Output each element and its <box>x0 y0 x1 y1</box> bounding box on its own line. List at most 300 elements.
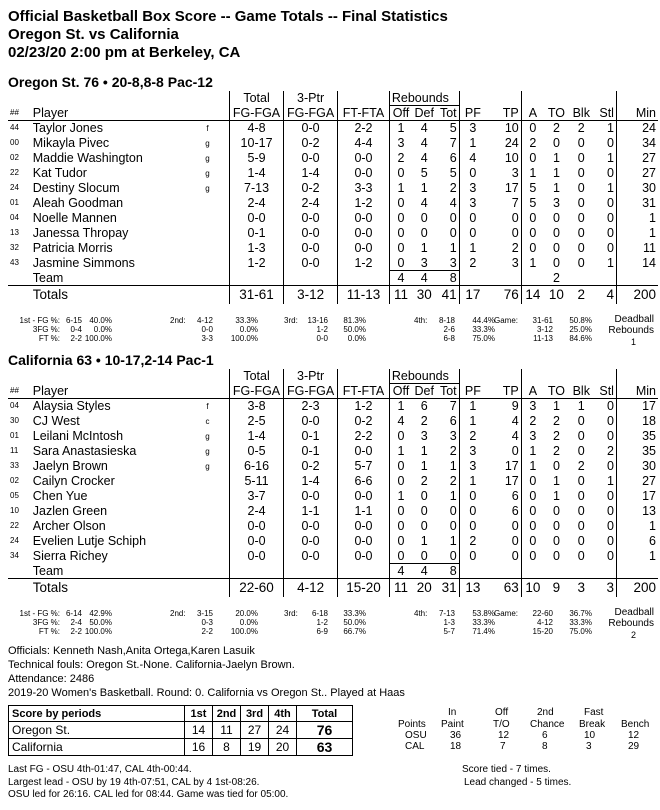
player-name: Cailyn Crocker <box>32 474 115 488</box>
misc-team: OSU <box>405 730 427 741</box>
player-pos <box>186 504 229 519</box>
player-tot: 1 <box>436 459 459 474</box>
player-def: 1 <box>420 181 428 195</box>
player-tp: 10 <box>486 151 521 166</box>
player-ft: 2-2 <box>338 121 390 136</box>
player-pos <box>186 549 229 564</box>
player-tp: 2 <box>486 241 521 256</box>
totals-row <box>8 286 658 304</box>
player-pf: 0 <box>469 489 477 503</box>
player-pf: 0 <box>469 504 477 518</box>
total-fg3: 3-12 <box>284 286 338 304</box>
period-score: 14 <box>185 722 213 739</box>
player-num: 04 <box>10 401 19 411</box>
player-min: 27 <box>642 474 656 488</box>
player-num: 10 <box>10 506 19 515</box>
player-num: 22 <box>10 521 19 530</box>
player-row <box>8 459 658 474</box>
player-fg: 1-4 <box>230 429 284 444</box>
matchup-title: Oregon St. vs California <box>8 26 179 43</box>
player-tp: 7 <box>486 196 521 211</box>
pct-value: 36.7% <box>569 609 592 618</box>
pct-value: 0.0% <box>347 334 366 343</box>
team-heading-california: California 63 • 10-17,2-14 Pac-1 <box>8 352 214 368</box>
player-pos: f <box>186 399 229 414</box>
player-off: 0 <box>397 166 405 180</box>
total-min: 200 <box>616 286 658 304</box>
player-def: 0 <box>420 504 428 518</box>
player-a: 0 <box>529 489 537 503</box>
tie-lead-notes <box>462 764 571 789</box>
player-fg: 0-5 <box>230 444 284 459</box>
misc-head-points: Points <box>398 719 426 730</box>
pct-value: 0.0% <box>93 325 112 334</box>
pct-value: 25.0% <box>569 325 592 334</box>
pct-made-attempted: 0-0 <box>316 334 328 343</box>
total-stl: 4 <box>594 286 617 304</box>
player-num: 13 <box>10 228 19 237</box>
player-tp: 6 <box>486 504 521 519</box>
player-fg3: 1-4 <box>284 474 338 489</box>
team-heading-oregon-st: Oregon St. 76 • 20-8,8-8 Pac-12 <box>8 74 213 90</box>
player-fg3: 0-0 <box>284 489 338 504</box>
player-off: 1 <box>397 489 405 503</box>
player-blk: 0 <box>577 549 585 563</box>
header-total: Total <box>230 91 284 106</box>
pct-value: 0.0% <box>239 618 258 627</box>
player-to: 1 <box>552 166 560 180</box>
player-a: 0 <box>529 534 537 548</box>
player-tot: 2 <box>436 181 459 196</box>
player-tot: 2 <box>436 474 459 489</box>
player-a: 5 <box>529 196 537 210</box>
technical-fouls: Technical fouls: Oregon St.-None. California-Jaelyn Brown. <box>8 659 295 671</box>
player-name: Sierra Richey <box>32 549 108 563</box>
blank <box>338 271 390 286</box>
total-pf: 17 <box>459 286 486 304</box>
player-a: 1 <box>529 444 537 458</box>
pct-made-attempted: 3-15 <box>196 609 213 618</box>
pct-period-label: 2nd: <box>170 316 186 325</box>
player-def: 4 <box>420 136 428 150</box>
header-rebounds: Rebounds <box>389 91 459 106</box>
player-fg3: 0-1 <box>284 429 338 444</box>
player-tp: 9 <box>486 399 521 414</box>
player-pf: 3 <box>469 459 477 473</box>
player-off: 0 <box>397 459 405 473</box>
player-fg3: 0-2 <box>284 459 338 474</box>
pct-made-attempted: 22-60 <box>532 609 553 618</box>
player-min: 34 <box>642 136 656 150</box>
player-num: 24 <box>10 183 19 192</box>
player-num: 04 <box>10 213 19 222</box>
total-ft: 15-20 <box>338 579 390 597</box>
player-a: 2 <box>529 414 537 428</box>
misc-value: 10 <box>584 730 596 741</box>
pct-made-attempted: 1-3 <box>443 618 455 627</box>
player-stl: 1 <box>594 181 617 196</box>
header-pf: PF <box>459 384 486 399</box>
blank <box>486 271 521 286</box>
player-min: 31 <box>642 196 656 210</box>
player-pos: g <box>186 459 229 474</box>
player-a: 0 <box>529 504 537 518</box>
misc-head-to: T/O <box>493 719 510 730</box>
deadball-rebounds: 1 <box>630 337 636 347</box>
period-total: 63 <box>297 739 353 756</box>
player-off: 3 <box>397 136 405 150</box>
player-ft: 0-0 <box>338 519 390 534</box>
group-header-row <box>8 91 658 106</box>
player-fg: 0-0 <box>230 534 284 549</box>
header-def: Def <box>412 384 436 399</box>
blank <box>338 91 390 106</box>
player-tot: 0 <box>436 504 459 519</box>
player-def: 0 <box>420 211 428 225</box>
player-def: 6 <box>420 399 428 414</box>
player-tot: 7 <box>436 136 459 151</box>
player-ft: 1-1 <box>338 504 390 519</box>
misc-value: 12 <box>628 730 640 741</box>
player-name: Jazlen Green <box>32 504 108 518</box>
total-blk: 2 <box>569 286 594 304</box>
blank <box>594 564 617 579</box>
pct-made-attempted: 6-8 <box>443 334 455 343</box>
blank <box>8 271 31 286</box>
player-tot: 0 <box>436 226 459 241</box>
total-tot: 31 <box>436 579 459 597</box>
player-fg: 7-13 <box>230 181 284 196</box>
player-to: 0 <box>552 136 560 150</box>
header-stl: Stl <box>594 106 617 121</box>
player-fg3: 0-0 <box>284 211 338 226</box>
player-blk: 2 <box>577 121 585 136</box>
player-min: 6 <box>649 534 656 548</box>
total-tot: 41 <box>436 286 459 304</box>
period-score: 8 <box>213 739 241 756</box>
misc-stats <box>392 707 652 755</box>
blank <box>186 286 229 304</box>
player-stl: 0 <box>594 226 617 241</box>
player-def: 0 <box>420 548 428 563</box>
pct-period-label: 2nd: <box>170 609 186 618</box>
player-num: 05 <box>10 491 19 500</box>
player-to: 0 <box>552 256 560 270</box>
player-stl: 0 <box>594 534 617 549</box>
blank <box>8 286 31 304</box>
player-a: 0 <box>529 474 537 488</box>
blank <box>186 564 229 579</box>
total-tp: 76 <box>486 286 521 304</box>
pct-made-attempted: 2-6 <box>443 325 455 334</box>
player-fg: 5-11 <box>230 474 284 489</box>
player-stl: 0 <box>594 414 617 429</box>
player-to: 0 <box>552 459 560 473</box>
total-ft: 11-13 <box>338 286 390 304</box>
blank <box>338 369 390 384</box>
player-fg3: 0-0 <box>284 534 338 549</box>
player-num: 22 <box>10 168 19 177</box>
header-off: Off <box>389 384 412 399</box>
attendance: Attendance: 2486 <box>8 673 95 685</box>
player-a: 0 <box>529 549 537 563</box>
player-to: 0 <box>552 504 560 518</box>
player-tot: 0 <box>436 519 459 534</box>
team-name: Team <box>32 563 64 578</box>
player-to: 1 <box>552 474 560 488</box>
player-tp: 3 <box>486 256 521 271</box>
player-tot: 7 <box>436 399 459 414</box>
player-pf: 1 <box>469 399 477 414</box>
header-tp: TP <box>486 384 521 399</box>
player-def: 1 <box>420 444 428 458</box>
player-num: 01 <box>10 431 19 440</box>
header-def: Def <box>412 106 436 121</box>
player-tot: 1 <box>436 534 459 549</box>
misc-team: CAL <box>405 741 425 752</box>
blank <box>569 369 594 384</box>
team-row <box>8 271 658 286</box>
last-fg: Last FG - OSU 4th-01:47, CAL 4th-00:44. <box>8 764 192 775</box>
player-name: Patricia Morris <box>32 241 113 255</box>
player-pos <box>186 489 229 504</box>
player-def: 3 <box>420 255 428 270</box>
player-pf: 0 <box>469 166 477 180</box>
player-tp: 24 <box>486 136 521 151</box>
player-pf: 0 <box>469 226 477 240</box>
player-pos <box>186 241 229 256</box>
player-off: 4 <box>397 414 405 428</box>
blank <box>544 369 569 384</box>
misc-value: 6 <box>542 730 548 741</box>
player-stl: 0 <box>594 166 617 181</box>
player-fg3: 0-0 <box>284 241 338 256</box>
player-pf: 1 <box>469 136 477 150</box>
blank <box>486 369 521 384</box>
player-fg: 2-5 <box>230 414 284 429</box>
blank <box>616 91 658 106</box>
player-pf: 0 <box>469 519 477 533</box>
player-fg: 2-4 <box>230 504 284 519</box>
pct-period-label: 3rd: <box>284 316 298 325</box>
total-fg: 31-61 <box>230 286 284 304</box>
period-score: 11 <box>213 722 241 739</box>
player-min: 35 <box>642 429 656 443</box>
blank <box>486 564 521 579</box>
totals-row <box>8 579 658 597</box>
player-pos: c <box>186 414 229 429</box>
header-fg3: FG-FGA <box>284 106 338 121</box>
player-tp: 0 <box>486 226 521 241</box>
team-row <box>8 564 658 579</box>
pct-made-attempted: 7-13 <box>438 609 455 618</box>
pct-made-attempted: 8-18 <box>438 316 455 325</box>
player-min: 13 <box>642 504 656 518</box>
player-num: 11 <box>10 446 19 455</box>
header-min: Min <box>616 106 658 121</box>
player-off: 1 <box>397 444 405 458</box>
player-fg: 1-4 <box>230 166 284 181</box>
total-to: 9 <box>544 579 569 597</box>
blank <box>186 384 229 399</box>
pct-label: 3FG %: <box>32 325 60 334</box>
total-a: 14 <box>521 286 544 304</box>
header-tot: Tot <box>436 384 459 399</box>
player-pos <box>186 211 229 226</box>
blank <box>338 564 390 579</box>
player-def: 4 <box>420 151 428 165</box>
deadball-rebounds: Deadball <box>614 607 654 618</box>
header-min: Min <box>616 384 658 399</box>
player-ft: 4-4 <box>338 136 390 151</box>
player-blk: 1 <box>577 399 585 414</box>
player-name: Kat Tudor <box>32 166 87 180</box>
deadball-rebounds: Rebounds <box>608 325 654 336</box>
player-fg3: 0-0 <box>284 121 338 136</box>
header-fg: FG-FGA <box>230 106 284 121</box>
player-name: Jaelyn Brown <box>32 459 108 473</box>
player-row <box>8 166 658 181</box>
header-ft: FT-FTA <box>338 384 390 399</box>
player-fg: 4-8 <box>230 121 284 136</box>
player-row <box>8 534 658 549</box>
player-stl: 0 <box>594 211 617 226</box>
player-name: Taylor Jones <box>32 121 103 136</box>
player-pos: g <box>186 444 229 459</box>
player-pf: 2 <box>469 534 477 548</box>
pct-value: 50.8% <box>569 316 592 325</box>
player-name: Alaysia Styles <box>32 399 111 414</box>
player-pos <box>186 196 229 211</box>
player-to: 1 <box>552 181 560 195</box>
header-a: A <box>521 106 544 121</box>
player-name: Mikayla Pivec <box>32 136 110 150</box>
pct-value: 42.9% <box>89 609 112 618</box>
blank <box>186 579 229 597</box>
blank <box>230 271 284 286</box>
player-off: 0 <box>397 534 405 548</box>
player-num: 30 <box>10 416 19 425</box>
player-row <box>8 226 658 241</box>
pct-value: 50.0% <box>343 618 366 627</box>
player-to: 0 <box>552 519 560 533</box>
player-num: 02 <box>10 153 19 162</box>
player-row <box>8 549 658 564</box>
player-min: 27 <box>642 151 656 165</box>
total-fg: 22-60 <box>230 579 284 597</box>
pct-made-attempted: 11-13 <box>533 334 553 343</box>
header-total: Total <box>230 369 284 384</box>
player-off: 1 <box>397 121 405 136</box>
player-blk: 0 <box>577 241 585 255</box>
player-name: CJ West <box>32 414 80 428</box>
team-name: Team <box>32 270 64 285</box>
pct-value: 40.0% <box>89 316 112 325</box>
pct-value: 81.3% <box>343 316 366 325</box>
player-min: 1 <box>649 519 656 533</box>
player-def: 1 <box>420 459 428 473</box>
player-pos <box>186 534 229 549</box>
pct-made-attempted: 13-16 <box>307 316 328 325</box>
player-blk: 0 <box>577 519 585 533</box>
player-tot: 4 <box>436 196 459 211</box>
player-tot: 1 <box>436 241 459 256</box>
periods-team-name: Oregon St. <box>9 722 185 739</box>
player-def: 5 <box>420 166 428 180</box>
player-min: 24 <box>642 121 656 136</box>
player-to: 0 <box>552 226 560 240</box>
periods-header-total: Total <box>297 706 353 722</box>
misc-value: 12 <box>498 730 510 741</box>
pct-value: 33.3% <box>569 618 592 627</box>
player-tot: 6 <box>436 151 459 166</box>
total-fg3: 4-12 <box>284 579 338 597</box>
player-ft: 6-6 <box>338 474 390 489</box>
total-min: 200 <box>616 579 658 597</box>
player-pf: 0 <box>469 211 477 225</box>
player-stl: 0 <box>594 504 617 519</box>
period-score: 27 <box>241 722 269 739</box>
player-blk: 0 <box>577 256 585 270</box>
led-for: OSU led for 26:16. CAL led for 08:44. Game was tied for 05:00. <box>8 789 289 800</box>
player-fg3: 0-0 <box>284 256 338 271</box>
player-fg3: 0-0 <box>284 519 338 534</box>
player-stl: 0 <box>594 459 617 474</box>
player-row <box>8 414 658 429</box>
blank <box>616 271 658 286</box>
player-pos: g <box>186 166 229 181</box>
player-to: 0 <box>552 241 560 255</box>
player-name: Janessa Thropay <box>32 226 129 240</box>
player-def: 0 <box>420 489 428 503</box>
player-name: Destiny Slocum <box>32 181 120 195</box>
player-fg3: 0-2 <box>284 136 338 151</box>
player-ft: 2-2 <box>338 429 390 444</box>
total-label: Totals <box>31 286 186 304</box>
player-blk: 0 <box>577 474 585 488</box>
blank <box>186 271 229 286</box>
pct-made-attempted: 31-61 <box>532 316 553 325</box>
team-tot: 8 <box>436 271 459 286</box>
player-to: 0 <box>552 534 560 548</box>
player-def: 0 <box>420 226 428 240</box>
box-score-table-oregon-st <box>8 91 658 304</box>
misc-head-break: Break <box>579 719 606 730</box>
misc-value: 8 <box>542 741 548 752</box>
player-min: 30 <box>642 181 656 195</box>
pct-label: FT %: <box>38 627 60 636</box>
header-fg: FG-FGA <box>230 384 284 399</box>
blank <box>616 564 658 579</box>
periods-team-name: California <box>9 739 185 756</box>
blank <box>8 91 230 106</box>
player-off: 0 <box>397 519 405 533</box>
player-min: 17 <box>642 399 656 414</box>
periods-header-4th: 4th <box>269 706 297 722</box>
total-off: 11 <box>389 286 412 304</box>
misc-value: 3 <box>586 741 592 752</box>
player-pf: 3 <box>469 196 477 210</box>
player-num: 00 <box>10 138 19 147</box>
lead-changed: Lead changed - 5 times. <box>464 776 572 788</box>
player-to: 2 <box>552 121 560 136</box>
player-name: Maddie Washington <box>32 151 143 165</box>
player-num: 43 <box>10 258 19 267</box>
score-by-periods-table <box>8 705 353 756</box>
player-name: Noelle Mannen <box>32 211 117 225</box>
pct-made-attempted: 5-7 <box>443 627 455 636</box>
player-def: 4 <box>420 196 428 210</box>
